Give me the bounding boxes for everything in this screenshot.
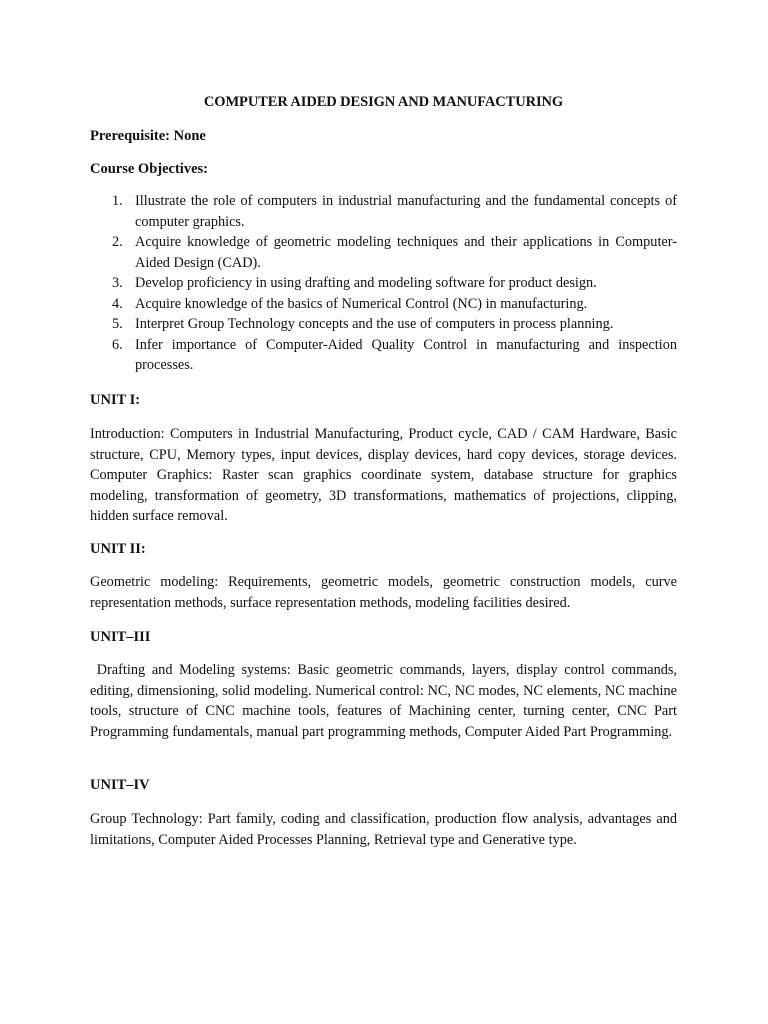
unit-body: Geometric modeling: Requirements, geometric models, geometric construction models, curve representation methods, surface representation methods, modeling facilities desired. bbox=[90, 574, 677, 611]
unit-heading: UNIT–IV bbox=[90, 777, 150, 793]
objective-text: Infer importance of Computer-Aided Quality Control in manufacturing and inspection processes. bbox=[135, 336, 677, 373]
objective-number: 1. bbox=[112, 193, 123, 209]
objective-text: Acquire knowledge of the basics of Numerical Control (NC) in manufacturing. bbox=[135, 295, 588, 312]
objective-item bbox=[90, 273, 677, 294]
unit-heading: UNIT II: bbox=[90, 541, 146, 557]
unit-heading: UNIT I: bbox=[90, 392, 141, 408]
page-title: COMPUTER AIDED DESIGN AND MANUFACTURING bbox=[203, 94, 564, 110]
objective-text: Acquire knowledge of geometric modeling techniques and their applications in Computer-Aided Design (CAD). bbox=[135, 234, 677, 271]
objective-number: 2. bbox=[112, 234, 123, 250]
objective-text: Illustrate the role of computers in industrial manufacturing and the fundamental concepts of computer graphics. bbox=[135, 193, 677, 230]
unit-body: Drafting and Modeling systems: Basic geometric commands, layers, display control commands, editing, dimensioning, solid modeling. Numerical control: NC, NC modes, NC elements, NC machine tools, structure of CNC machine tools, features of Machining center, turning center, CNC Part Programming fundamentals, manual part programming methods, Computer Aided Part Programming. bbox=[90, 662, 681, 740]
objective-item bbox=[90, 191, 677, 232]
objective-number: 4. bbox=[112, 295, 123, 312]
objectives-list bbox=[90, 191, 677, 376]
objective-number: 3. bbox=[112, 275, 123, 291]
objective-item bbox=[90, 314, 677, 335]
objective-text: Interpret Group Technology concepts and the use of computers in process planning. bbox=[135, 316, 614, 332]
unit-body: Introduction: Computers in Industrial Manufacturing, Product cycle, CAD / CAM Hardware, Basic structure, CPU, Memory types, input devices, display devices, hard copy devices, storage devices. Computer Graphics: Raster scan graphics coordinate system, database structure for graphics modeling, transformation of geometry, 3D transformations, mathematics of projections, clipping, hidden surface removal. bbox=[90, 426, 677, 524]
objective-text: Develop proficiency in using drafting and modeling software for product design. bbox=[135, 275, 597, 291]
unit-heading: UNIT–III bbox=[90, 629, 151, 645]
objective-number: 5. bbox=[112, 316, 123, 332]
objective-number: 6. bbox=[112, 336, 123, 353]
objective-item bbox=[90, 232, 677, 273]
objectives-heading: Course Objectives: bbox=[90, 161, 208, 177]
prerequisite-line: Prerequisite: None bbox=[90, 128, 206, 144]
objective-item bbox=[90, 335, 677, 376]
objective-item bbox=[90, 294, 677, 315]
unit-body: Group Technology: Part family, coding and classification, production flow analysis, advantages and limitations, Computer Aided Processes Planning, Retrieval type and Generative type. bbox=[90, 811, 677, 848]
